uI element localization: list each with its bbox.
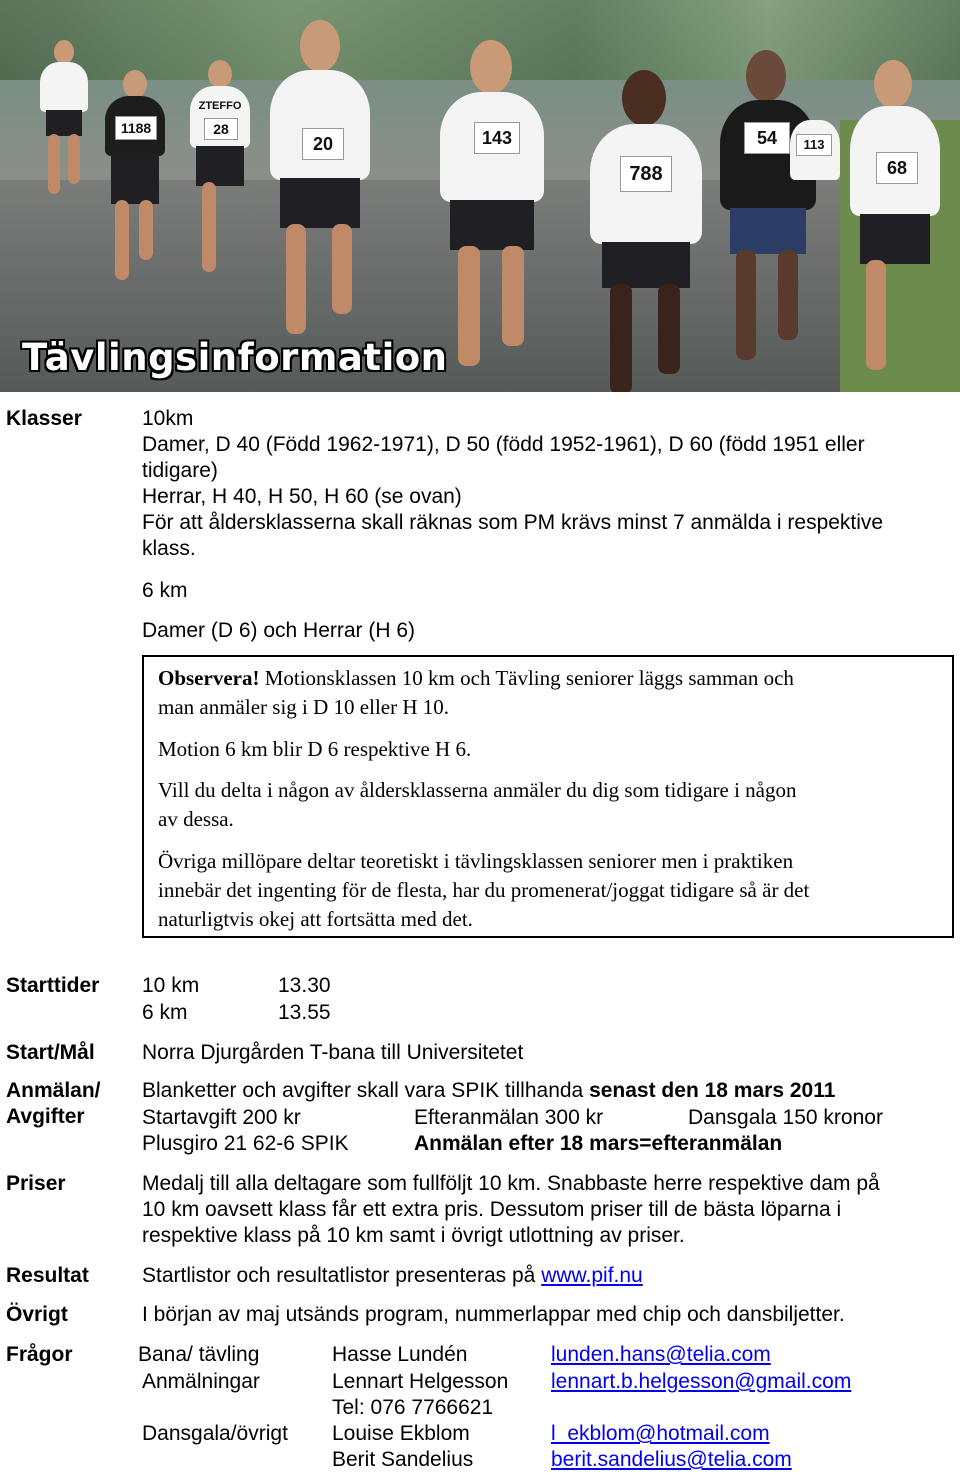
- klasser-10km-line: För att åldersklasserna skall räknas som PM krävs minst 7 anmälda i respektive: [142, 511, 884, 534]
- klasser-10km-line: tidigare): [142, 459, 218, 482]
- note-text: Motion 6 km blir D 6 respektive H 6.: [158, 737, 472, 761]
- avgifter-label: Avgifter: [6, 1105, 85, 1128]
- resultat-link[interactable]: www.pif.nu: [541, 1264, 643, 1287]
- note-text: Vill du delta i någon av åldersklasserna anmäler du dig som tidigare i någon: [158, 778, 797, 802]
- contact-phone: Tel: 076 7766621: [332, 1396, 494, 1419]
- race-bib: 113: [796, 134, 832, 156]
- contact-email[interactable]: berit.sandelius@telia.com: [551, 1448, 792, 1471]
- startavgift: Startavgift 200 kr: [142, 1106, 301, 1129]
- contact-role: Anmälningar: [142, 1370, 260, 1393]
- note-text: av dessa.: [158, 807, 234, 831]
- anmalan-deadline: [142, 1078, 835, 1104]
- resultat-text: Startlistor och resultatlistor presenteras på: [142, 1264, 542, 1287]
- race-bib: 788: [620, 156, 672, 192]
- fragor-label: Frågor: [6, 1343, 73, 1366]
- ovrigt-label: Övrigt: [6, 1303, 68, 1326]
- race-bib: 20: [302, 128, 344, 160]
- klasser-10km-heading: 10km: [142, 407, 194, 430]
- ovrigt-text: I början av maj utsänds program, nummerlappar med chip och dansbiljetter.: [142, 1303, 845, 1326]
- plusgiro: Plusgiro 21 62-6 SPIK: [142, 1132, 349, 1155]
- contact-email[interactable]: lunden.hans@telia.com: [551, 1343, 771, 1366]
- note-text: innebär det ingenting för de flesta, har du promenerat/joggat tidigare så är det: [158, 878, 810, 902]
- race-bib: ZTEFFO: [198, 100, 242, 112]
- contact-role: Dansgala/övrigt: [142, 1422, 288, 1445]
- priser-line: Medalj till alla deltagare som fullföljt 10 km. Snabbaste herre respektive dam på: [142, 1172, 880, 1195]
- observera-text: Motionsklassen 10 km och Tävling seniorer läggs samman och: [259, 666, 794, 690]
- dansgala-fee: Dansgala 150 kronor: [688, 1106, 883, 1129]
- efteranmalan-note: Anmälan efter 18 mars=efteranmälan: [414, 1132, 783, 1155]
- note-text: man anmäler sig i D 10 eller H 10.: [158, 695, 450, 719]
- klasser-label: Klasser: [6, 407, 82, 430]
- anmalan-deadline-text: Blanketter och avgifter skall vara SPIK tillhanda: [142, 1079, 590, 1102]
- klasser-10km-line: Herrar, H 40, H 50, H 60 (se ovan): [142, 485, 462, 508]
- start-distance: 10 km: [142, 974, 200, 997]
- start-time: 13.30: [278, 974, 331, 997]
- klasser-6km-heading: 6 km: [142, 579, 188, 602]
- anmalan-label: Anmälan/: [6, 1079, 101, 1102]
- observera-label: Observera!: [158, 666, 260, 690]
- contact-name: Berit Sandelius: [332, 1448, 474, 1471]
- contact-name: Lennart Helgesson: [332, 1370, 509, 1393]
- contact-name: Hasse Lundén: [332, 1343, 468, 1366]
- race-bib: 68: [876, 152, 918, 184]
- contact-role: Bana/ tävling: [138, 1343, 260, 1366]
- header-photo: [0, 0, 960, 392]
- note-text: Övriga millöpare deltar teoretiskt i tävlingsklassen seniorer men i praktiken: [158, 849, 794, 873]
- klasser-6km-line: Damer (D 6) och Herrar (H 6): [142, 619, 416, 642]
- race-bib: 28: [204, 118, 238, 140]
- priser-label: Priser: [6, 1172, 66, 1195]
- note-text: naturligtvis okej att fortsätta med det.: [158, 907, 473, 931]
- start-time: 13.55: [278, 1001, 331, 1024]
- startmal-text: Norra Djurgården T-bana till Universitetet: [142, 1041, 524, 1064]
- klasser-10km-line: Damer, D 40 (Född 1962-1971), D 50 (född 1952-1961), D 60 (född 1951 eller: [142, 433, 865, 456]
- race-bib: 1188: [115, 116, 157, 140]
- race-bib: 143: [474, 122, 520, 154]
- contact-name: Louise Ekblom: [332, 1422, 470, 1445]
- resultat-line: [142, 1263, 643, 1289]
- observera-line: [158, 664, 794, 692]
- contact-email[interactable]: lennart.b.helgesson@gmail.com: [551, 1370, 852, 1393]
- priser-line: respektive klass på 10 km samt i övrigt utlottning av priser.: [142, 1224, 685, 1247]
- startmal-label: Start/Mål: [6, 1041, 95, 1064]
- photo-title: Tävlingsinformation: [22, 336, 448, 379]
- priser-line: 10 km oavsett klass får ett extra pris. Dessutom priser till de bästa löparna i: [142, 1198, 842, 1221]
- start-distance: 6 km: [142, 1001, 188, 1024]
- efteranmalan: Efteranmälan 300 kr: [414, 1106, 604, 1129]
- contact-email[interactable]: l_ekblom@hotmail.com: [551, 1422, 770, 1445]
- starttider-label: Starttider: [6, 974, 100, 997]
- race-bib: 54: [744, 122, 790, 154]
- anmalan-deadline-date: senast den 18 mars 2011: [589, 1079, 836, 1102]
- klasser-10km-line: klass.: [142, 537, 196, 560]
- resultat-label: Resultat: [6, 1264, 89, 1287]
